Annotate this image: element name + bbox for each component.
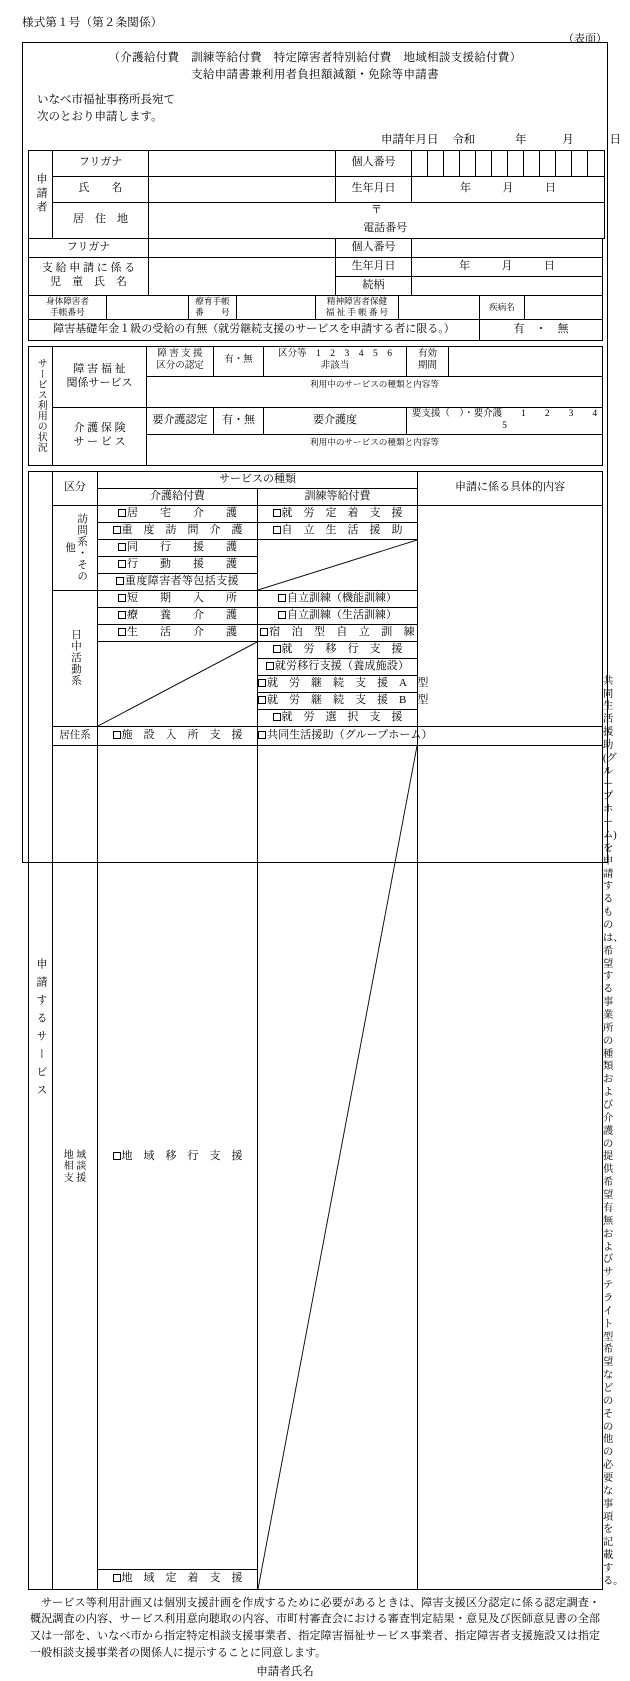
applicant-mynumber-label: 個人番号 [336, 150, 412, 176]
application-date-year: 年 [515, 133, 527, 146]
mynumber-cell[interactable] [428, 150, 444, 176]
mynumber-cell[interactable] [524, 150, 540, 176]
checkbox[interactable] [113, 526, 121, 534]
applicant-address-value[interactable] [149, 202, 605, 238]
child-birthdate-value[interactable] [412, 257, 603, 276]
application-date-month: 月 [562, 133, 574, 146]
applicant-furigana-value[interactable] [149, 150, 336, 176]
service-checkbox-row[interactable]: 療 養 介 護 [98, 607, 258, 624]
mynumber-cell[interactable] [460, 150, 476, 176]
group-label-residence: 居住系 [53, 726, 98, 745]
mental-certificate-label: 精神障害者保健 福 祉 手 帳 番 号 [316, 295, 399, 319]
service-checkbox-row[interactable]: 地 域 移 行 支 援 [98, 745, 258, 1569]
checkbox[interactable] [113, 1574, 121, 1582]
checkbox[interactable] [118, 611, 126, 619]
detail-content-lower[interactable] [418, 745, 603, 1589]
service-checkbox-row[interactable]: 自 立 生 活 援 助 [258, 522, 418, 539]
service-checkbox-row[interactable]: 就 労 継 続 支 援 B 型 [258, 692, 418, 709]
application-date-row [23, 131, 621, 147]
applicant-birthdate-label: 生年月日 [336, 176, 412, 202]
service-checkbox-row[interactable]: 就 労 選 択 支 援 [258, 709, 418, 726]
care-certification-label: 要介護認定 [147, 407, 214, 434]
form-number: 様式第１号（第２条関係） [22, 17, 163, 29]
blank-diagonal-cell-left [98, 641, 258, 726]
applicant-name-label: 氏 名 [53, 176, 149, 202]
group-label-regional-line1: 地 域 [63, 1149, 87, 1161]
service-checkbox-row[interactable]: 宿 泊 型 自 立 訓 練 [258, 624, 418, 641]
applicant-birthdate-value[interactable] [412, 176, 605, 202]
service-checkbox-row[interactable]: 行 動 援 護 [98, 556, 258, 573]
checkbox[interactable] [116, 577, 124, 585]
child-mynumber-label: 個人番号 [336, 238, 412, 257]
applicant-address-label: 居 住 地 [53, 202, 149, 238]
child-table [28, 238, 603, 296]
service-checkbox-row[interactable]: 就 労 定 着 支 援 [258, 505, 418, 522]
care-level-value[interactable]: 要支援（ ）・要介護 1 2 3 4 5 [407, 407, 603, 434]
addressee-line-2: 次のとおり申請します。 [37, 111, 163, 124]
service-checkbox-row[interactable]: 就 労 移 行 支 援 [258, 641, 418, 658]
mental-certificate-value[interactable] [399, 295, 480, 319]
checkbox[interactable] [258, 696, 266, 704]
side-mark: （表面） [563, 33, 607, 45]
checkbox[interactable] [258, 731, 266, 739]
certificate-table [28, 295, 603, 341]
service-checkbox-row[interactable]: 共同生活援助（グループホーム） [258, 726, 418, 745]
disease-value[interactable] [525, 295, 603, 319]
service-type-header: サービスの種類 [98, 471, 418, 488]
service-checkbox-row[interactable]: 就 労 継 続 支 援 A 型 [258, 675, 418, 692]
checkbox[interactable] [266, 662, 274, 670]
application-date-label: 申請年月日 [381, 133, 439, 146]
checkbox[interactable] [278, 594, 286, 602]
checkbox[interactable] [260, 628, 268, 636]
checkbox[interactable] [118, 509, 126, 517]
diagonal-line-icon [258, 540, 417, 590]
physical-certificate-label: 身体障害者 手帳番号 [29, 295, 107, 319]
consent-text: サービス等利用計画又は個別支援計画を作成するために必要があるときは、障害支援区分認定に係る認定調査・概況調査の内容、サービス利用意向聴取の内容、市町村審査会における審査判定結果・意見及び医師意見書の全部又は一部を、いなべ市から指定特定相談支援事業者、指定障害福祉サービス事業者、指定障害者支援施設又は指定一般相談支援事業者の関係人に提示することに同意します。 [30, 1596, 600, 1659]
checkbox[interactable] [113, 731, 121, 739]
child-name-value[interactable] [149, 257, 336, 295]
checkbox[interactable] [273, 713, 281, 721]
mynumber-cell[interactable] [412, 150, 428, 176]
service-checkbox-row[interactable]: 重 度 訪 問 介 護 [98, 522, 258, 539]
postal-mark: 〒 [371, 203, 382, 216]
child-birth-year-label: 年 [459, 259, 470, 272]
consent-block [23, 1590, 607, 1681]
disability-division-value[interactable]: 区分等 1 2 3 4 5 6 非該当 [264, 346, 407, 376]
applicant-name-value[interactable] [149, 176, 336, 202]
checkbox[interactable] [118, 628, 126, 636]
division-header: 区分 [53, 471, 98, 505]
service-checkbox-row[interactable]: 施 設 入 所 支 援 [98, 726, 258, 745]
group-label-regional-line3: 支 援 [63, 1172, 87, 1184]
service-checkbox-row[interactable]: 生 活 介 護 [98, 624, 258, 641]
diagonal-line-icon [258, 746, 417, 1589]
checkbox[interactable] [273, 645, 281, 653]
title-line-1: （介護給付費 訓練等給付費 特定障害者特別給付費 地域相談支援給付費） [108, 52, 522, 64]
ryoiku-certificate-value[interactable] [237, 295, 316, 319]
application-date-day: 日 [609, 133, 621, 146]
mynumber-cell[interactable] [492, 150, 508, 176]
service-checkbox-row[interactable]: 自立訓練（機能訓練） [258, 590, 418, 607]
validity-period-label: 有効 期間 [407, 346, 449, 376]
care-level-label: 要介護度 [264, 407, 407, 434]
addressee-block [37, 92, 607, 125]
birth-year-label: 年 [460, 182, 471, 195]
child-name-label: 支 給 申 請 に 係 る 児 童 氏 名 [29, 257, 149, 295]
service-status-side-label: サービス利用の状況 [29, 346, 53, 465]
application-date-era: 令和 [452, 133, 476, 146]
care-certification-choice[interactable]: 有・無 [214, 407, 264, 434]
service-status-table [28, 346, 617, 466]
mynumber-cell[interactable] [572, 150, 588, 176]
mynumber-cell[interactable] [508, 150, 524, 176]
checkbox[interactable] [273, 526, 281, 534]
checkbox[interactable] [258, 679, 266, 687]
service-request-table: 申請するサービス 区分 サービスの種類 申請に係る具体的内容 介護給付費 訓練等給付費 訪問系・その他 居 宅 介 護 就 労 定 着 支 援 重 度 訪 問 介 護 自 立 生 活 援 助 同 行 援 護 行 動 援 護 重度障害者等包括支援 日中活動系 短 期 入 所 自立訓練（機能訓練） 療 養 介 護 自立訓練（生活訓練） 生 活 介 護 宿 泊 型 自 立 訓 練 就 労 移 行 支 援 就労移行支援（養成施設） 就 労 継 続 支 援 A 型 共同生活援助(グループホーム)を申請するものは、希望する事業所の種類および介護の提供希望有無およびサテライト型希望などのその他の必要な事項を記載する。 就 労 継 続 支 援 B 型 就 労 選 択 支 援 居住系 施 設 入 所 支 援 共同生活援助（グループホーム） 地 域 相 談 支 援 地 域 移 行 支 援 地 域 定 着 支 援 [28, 471, 603, 1590]
service-checkbox-row[interactable]: 短 期 入 所 [98, 590, 258, 607]
form-title [23, 50, 607, 83]
kunren-header: 訓練等給付費 [258, 488, 418, 505]
group-label-regional-line2: 相 談 [63, 1161, 87, 1173]
title-line-2: 支給申請書兼利用者負担額減額・免除等申請書 [191, 68, 439, 81]
mynumber-cell[interactable] [588, 150, 605, 176]
child-birth-month-label: 月 [501, 259, 513, 272]
service-checkbox-row[interactable]: 同 行 援 護 [98, 539, 258, 556]
applicant-table [28, 150, 605, 239]
child-birth-day-label: 日 [544, 259, 555, 272]
mynumber-cell[interactable] [540, 150, 556, 176]
care-insurance-label: 介 護 保 険 サ ー ビ ス [53, 407, 147, 465]
diagonal-line-icon [98, 642, 257, 726]
checkbox[interactable] [118, 594, 126, 602]
validity-period-value[interactable] [449, 346, 603, 376]
checkbox[interactable] [278, 611, 286, 619]
mynumber-cell[interactable] [476, 150, 492, 176]
signature-label[interactable]: 申請者氏名 [256, 1665, 314, 1678]
blank-diagonal-cell-top [258, 539, 418, 590]
service-request-side-label: 申請するサービス [29, 471, 53, 1589]
form-frame [22, 42, 624, 1678]
service-checkbox-row[interactable]: 自立訓練（生活訓練） [258, 607, 418, 624]
mynumber-cell[interactable] [556, 150, 572, 176]
checkbox[interactable] [113, 1152, 121, 1160]
service-checkbox-row[interactable]: 居 宅 介 護 [98, 505, 258, 522]
child-birthdate-label: 生年月日 [336, 257, 412, 276]
blank-diagonal-cell-bottom [258, 745, 418, 1589]
welfare-service-label: 障 害 福 祉 関係サービス [53, 346, 147, 407]
group-label-daytime: 日中活動系 [53, 590, 98, 726]
child-relation-label: 続柄 [336, 276, 412, 295]
child-furigana-label: フリガナ [29, 238, 149, 257]
group-label-regional [53, 745, 98, 1589]
child-relation-value[interactable] [412, 276, 603, 295]
physical-certificate-value[interactable] [107, 295, 189, 319]
checkbox[interactable] [118, 543, 126, 551]
mynumber-cell[interactable] [444, 150, 460, 176]
service-checkbox-row[interactable]: 地 域 定 着 支 援 [98, 1569, 258, 1589]
addressee-line-1: いなべ市福祉事務所長宛て [37, 94, 175, 107]
pension-question: 障害基礎年金１級の受給の有無（就労継続支援のサービスを申請する者に限る。） [29, 319, 480, 340]
child-mynumber-value[interactable] [412, 238, 603, 257]
care-services-in-use[interactable]: 利用中のサービスの種類と内容等 [147, 434, 603, 465]
disability-certification-label: 障 害 支 援 区分の認定 [147, 346, 214, 376]
birth-month-label: 月 [502, 182, 514, 195]
welfare-services-in-use[interactable]: 利用中のサービスの種類と内容等 [147, 376, 603, 407]
ryoiku-certificate-label: 療育手帳 番 号 [189, 295, 237, 319]
disability-certification-choice[interactable]: 有・無 [214, 346, 264, 376]
detail-content-upper[interactable] [418, 505, 603, 726]
detail-header: 申請に係る具体的内容 [418, 471, 603, 505]
service-checkbox-row[interactable]: 重度障害者等包括支援 [98, 573, 258, 590]
kaigo-header: 介護給付費 [98, 488, 258, 505]
group-label-visit: 訪問系・その他 [53, 505, 98, 590]
checkbox[interactable] [118, 560, 126, 568]
disease-label: 疾病名 [480, 295, 525, 319]
pension-choice[interactable]: 有 ・ 無 [480, 319, 603, 340]
applicant-phone-label: 電話番号 [363, 221, 408, 234]
applicant-furigana-label: フリガナ [53, 150, 149, 176]
birth-day-label: 日 [545, 182, 556, 195]
checkbox[interactable] [273, 509, 281, 517]
service-checkbox-row[interactable]: 就労移行支援（養成施設） [258, 658, 418, 675]
child-furigana-value[interactable] [149, 238, 336, 257]
applicant-side-label: 申請者 [29, 150, 53, 238]
